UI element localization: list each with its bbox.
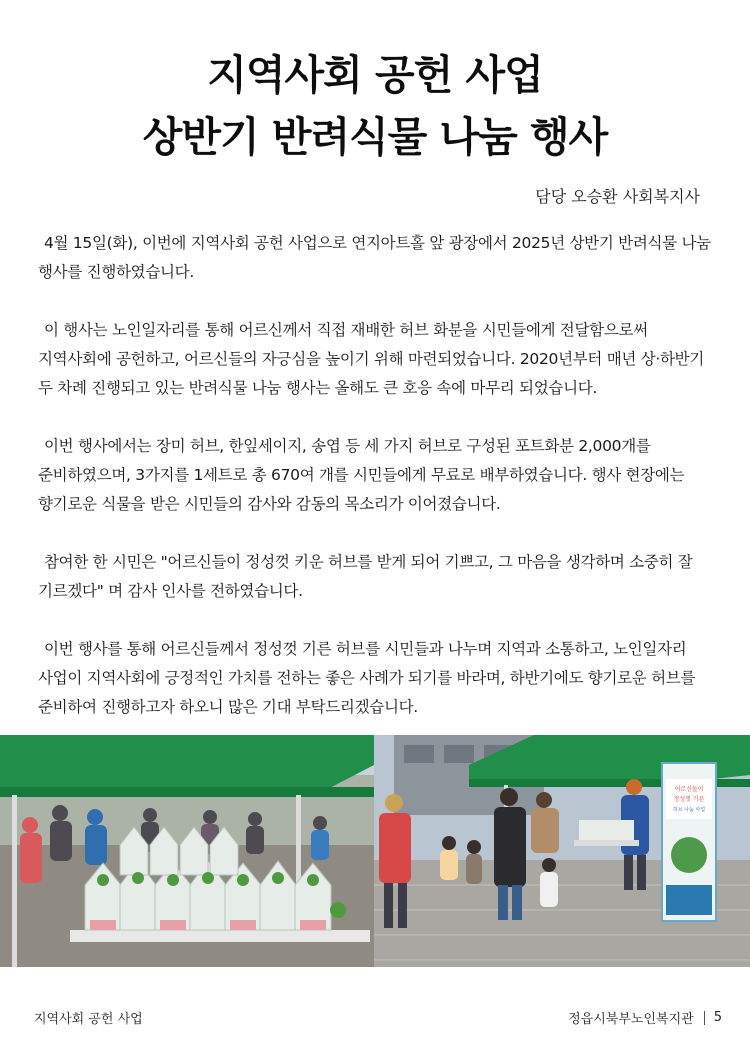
footer-right <box>568 1008 722 1027</box>
article-body <box>38 229 718 751</box>
paragraph-1: 4월 15일(화), 이번에 지역사회 공헌 사업으로 연지아트홀 앞 광장에서 2025년 상반기 반려식물 나눔 행사를 진행하였습니다. <box>38 234 711 281</box>
footer-section-name: 지역사회 공헌 사업 <box>34 1012 143 1027</box>
photo-herb-pots-illustration <box>0 735 374 967</box>
footer-organization: 정읍시북부노인복지관 <box>568 1012 694 1027</box>
paragraph-3: 이번 행사에서는 장미 허브, 한잎세이지, 송엽 등 세 가지 허브로 구성된 포트화분 2,000개를 준비하였으며, 3가지를 1세트로 총 670여 개를 시민들에게 무료로 배부하였습니다. 행사 현장에는 향기로운 식물을 받은 시민들의 감사와 감동의 목소리가 이어졌습니다. <box>38 437 685 513</box>
paragraph-5: 이번 행사를 통해 어르신들께서 정성껏 기른 허브를 시민들과 나누며 지역과 소통하고, 노인일자리 사업이 지역사회에 긍정적인 가치를 전하는 좋은 사례가 되기를 바라며, 하반기에도 향기로운 허브를 준비하여 진행하고자 하오니 많은 기대 부탁드리겠습니다. <box>38 640 696 716</box>
banner-text-line-2: 정성껏 기른 <box>673 796 705 803</box>
banner-text-line-3: 허브 나눔 사업 <box>672 807 706 813</box>
page-title-line-1: 지역사회 공헌 사업 <box>207 51 543 99</box>
photo-herb-pots-table <box>0 735 374 967</box>
title-block <box>0 44 750 168</box>
photo-row <box>0 735 750 967</box>
footer-page-number: 5 <box>713 1010 722 1025</box>
paragraph-2: 이 행사는 노인일자리를 통해 어르신께서 직접 재배한 허브 화분을 시민들에게 전달함으로써 지역사회에 공헌하고, 어르신들의 자긍심을 높이기 위해 마련되었습니다. 2020년부터 매년 상·하반기 두 차례 진행되고 있는 반려식물 나눔 행사는 올해도 큰 호응 속에 마무리 되었습니다. <box>38 321 705 397</box>
banner-text-line-1: 어르신들이 <box>674 786 704 793</box>
paragraph-4: 참여한 한 시민은 "어르신들이 정성껏 키운 허브를 받게 되어 기쁘고, 그 마음을 생각하며 소중히 잘 기르겠다" 며 감사 인사를 전하였습니다. <box>38 553 693 600</box>
page-footer <box>0 1000 750 1030</box>
photo-plaza-illustration <box>374 735 750 967</box>
photo-plaza-distribution <box>374 735 750 967</box>
footer-divider <box>704 1011 705 1025</box>
page-title-line-2: 상반기 반려식물 나눔 행사 <box>142 113 608 161</box>
author-credit: 담당 오승환 사회복지사 <box>535 187 700 206</box>
